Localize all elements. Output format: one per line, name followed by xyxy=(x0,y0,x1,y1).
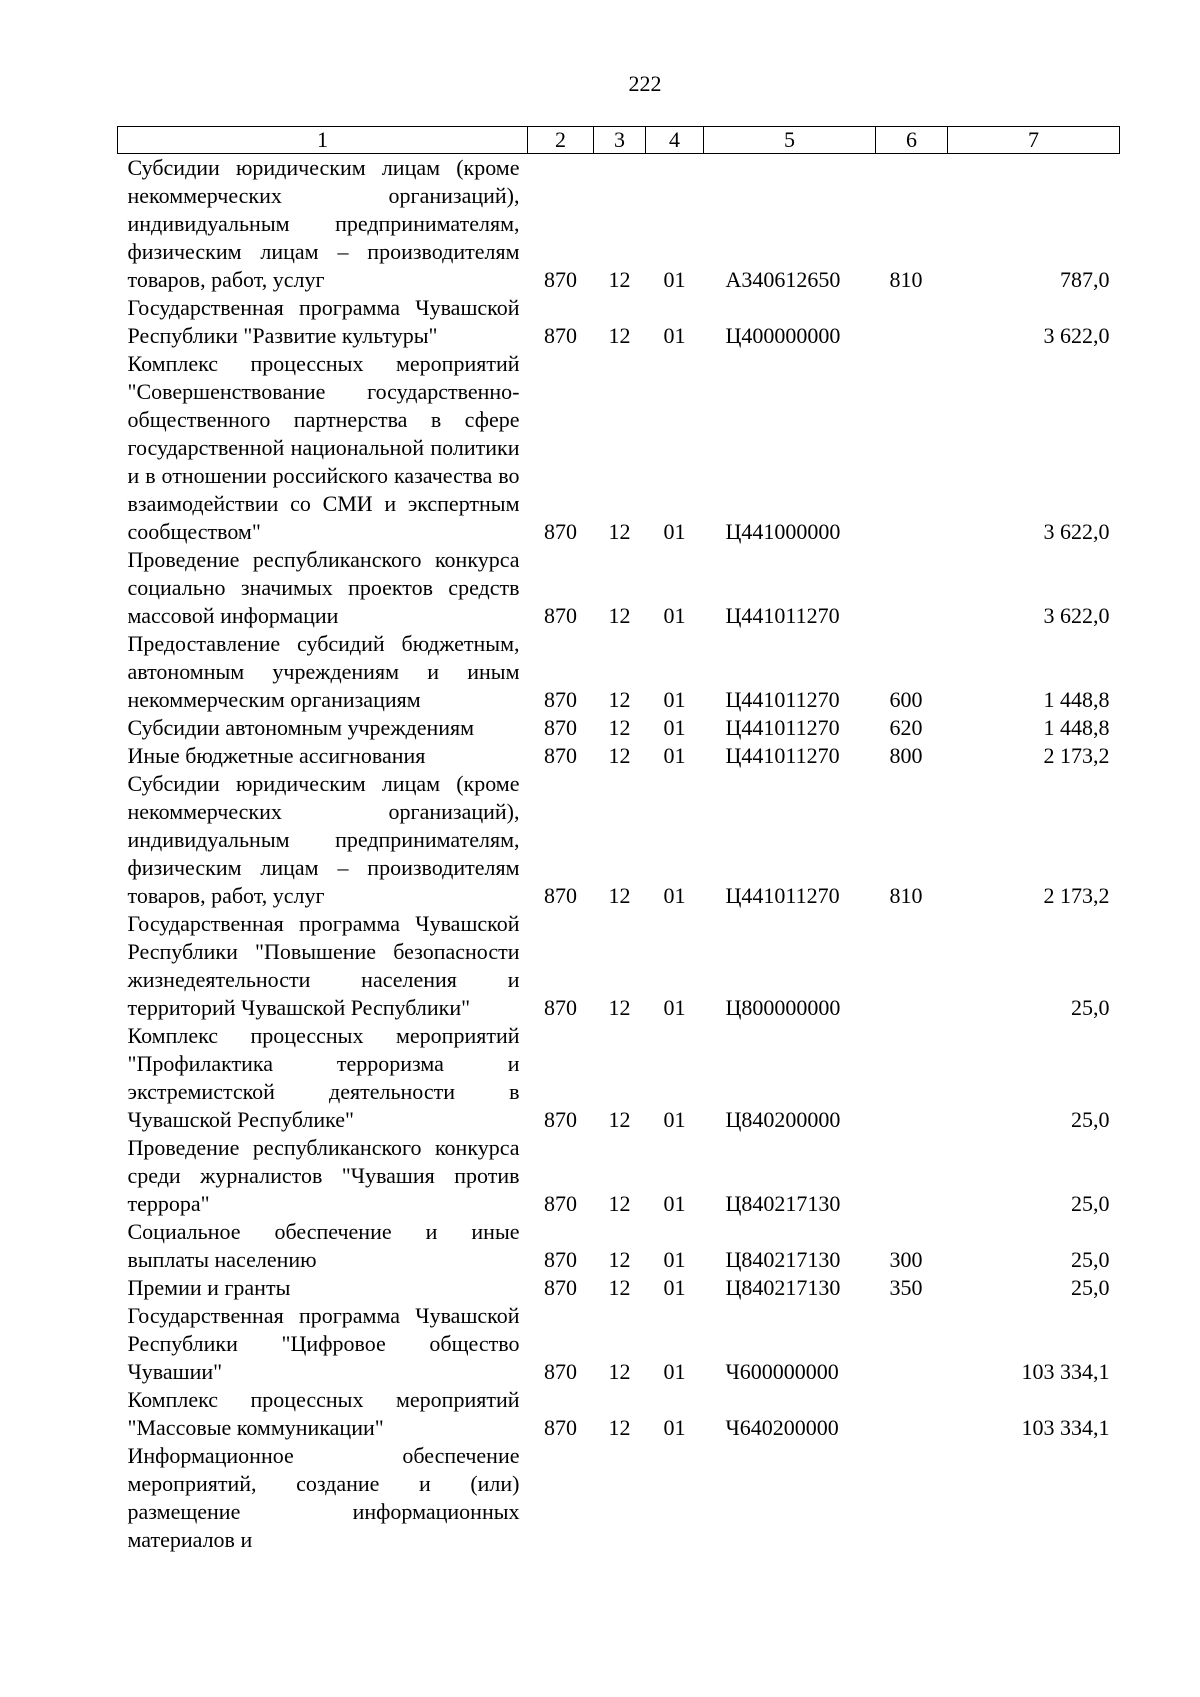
section-code: 12 xyxy=(608,743,631,768)
subsection-code: 01 xyxy=(663,687,686,712)
ministry-code: 870 xyxy=(544,1247,577,1272)
table-row xyxy=(118,1218,1120,1274)
target-article-code: Ц840217130 xyxy=(725,1247,841,1272)
amount: 2 173,2 xyxy=(1043,743,1110,768)
item-name: Комплекс процессных мероприятий "Совершенствование государственно-общественного партнерства в сфере государственной национальной политики и в отношении российского казачества во взаимодействии со СМИ и экспертным сообществом" xyxy=(127,351,520,544)
item-name: Проведение республиканского конкурса социально значимых проектов средств массовой информации xyxy=(127,547,520,628)
column-header-5: 5 xyxy=(704,127,876,154)
subsection-code: 01 xyxy=(663,1107,686,1132)
amount: 3 622,0 xyxy=(1043,603,1110,628)
target-article-code: А340612650 xyxy=(725,267,841,292)
amount: 2 173,2 xyxy=(1043,883,1110,908)
column-header-7: 7 xyxy=(948,127,1120,154)
ministry-code: 870 xyxy=(544,519,577,544)
section-code: 12 xyxy=(608,1247,631,1272)
ministry-code: 870 xyxy=(544,995,577,1020)
subsection-code: 01 xyxy=(663,603,686,628)
table-row xyxy=(118,1386,1120,1442)
subsection-code: 01 xyxy=(663,1415,686,1440)
table-row xyxy=(118,714,1120,742)
item-name: Государственная программа Чувашской Республики "Повышение безопасности жизнедеятельности населения и территорий Чувашской Республики" xyxy=(127,911,520,1020)
item-name: Государственная программа Чувашской Республики "Развитие культуры" xyxy=(127,295,520,348)
expense-kind-code xyxy=(876,1134,948,1218)
subsection-code: 01 xyxy=(663,715,686,740)
section-code: 12 xyxy=(608,1359,631,1384)
expense-kind-code: 300 xyxy=(889,1247,923,1272)
ministry-code: 870 xyxy=(544,1107,577,1132)
item-name: Социальное обеспечение и иные выплаты населению xyxy=(127,1219,520,1272)
header-row xyxy=(118,127,1120,154)
item-name: Комплекс процессных мероприятий "Профилактика терроризма и экстремистской деятельности в Чувашской Республике" xyxy=(127,1023,520,1132)
amount: 25,0 xyxy=(1071,1107,1110,1132)
item-name: Информационное обеспечение мероприятий, создание и (или) размещение информационных материалов и xyxy=(127,1443,520,1552)
amount: 103 334,1 xyxy=(1021,1415,1110,1440)
subsection-code: 01 xyxy=(663,519,686,544)
table-row xyxy=(118,1302,1120,1386)
amount: 25,0 xyxy=(1071,995,1110,1020)
table-row xyxy=(118,630,1120,714)
amount: 1 448,8 xyxy=(1043,687,1110,712)
amount: 3 622,0 xyxy=(1043,519,1110,544)
amount: 25,0 xyxy=(1071,1247,1110,1272)
target-article-code: Ц441011270 xyxy=(725,603,840,628)
item-name: Субсидии юридическим лицам (кроме некоммерческих организаций), индивидуальным предпринимателям, физическим лицам – производителям товаров, работ, услуг xyxy=(127,771,520,908)
amount: 787,0 xyxy=(1060,267,1110,292)
section-code: 12 xyxy=(608,603,631,628)
table-row xyxy=(118,742,1120,770)
table-row xyxy=(118,546,1120,630)
amount: 25,0 xyxy=(1071,1191,1110,1216)
target-article-code: Ц840217130 xyxy=(725,1275,841,1300)
ministry-code xyxy=(528,1442,594,1554)
section-code: 12 xyxy=(608,995,631,1020)
section-code: 12 xyxy=(608,267,631,292)
section-code: 12 xyxy=(608,687,631,712)
target-article-code: Ц840200000 xyxy=(725,1107,841,1132)
section-code: 12 xyxy=(608,1107,631,1132)
subsection-code: 01 xyxy=(663,323,686,348)
ministry-code: 870 xyxy=(544,715,577,740)
section-code: 12 xyxy=(608,1275,631,1300)
subsection-code: 01 xyxy=(663,743,686,768)
expense-kind-code: 810 xyxy=(889,883,923,908)
subsection-code: 01 xyxy=(663,267,686,292)
expense-kind-code: 800 xyxy=(889,743,923,768)
expense-kind-code xyxy=(876,1022,948,1134)
subsection-code: 01 xyxy=(663,1247,686,1272)
ministry-code: 870 xyxy=(544,267,577,292)
subsection-code: 01 xyxy=(663,1191,686,1216)
table-row xyxy=(118,1134,1120,1218)
page-number: 222 xyxy=(628,71,662,96)
expense-kind-code xyxy=(876,1442,948,1554)
target-article-code: Ц441011270 xyxy=(725,743,840,768)
table-row xyxy=(118,1274,1120,1302)
ministry-code: 870 xyxy=(544,1415,577,1440)
amount: 3 622,0 xyxy=(1043,323,1110,348)
subsection-code: 01 xyxy=(663,1275,686,1300)
expense-kind-code xyxy=(876,910,948,1022)
table-row xyxy=(118,350,1120,546)
table-body xyxy=(118,154,1120,1555)
item-name: Премии и гранты xyxy=(127,1275,291,1300)
expense-kind-code xyxy=(876,1302,948,1386)
section-code: 12 xyxy=(608,1415,631,1440)
item-name: Иные бюджетные ассигнования xyxy=(127,743,426,768)
amount xyxy=(948,1442,1120,1554)
budget-table xyxy=(117,126,1120,1554)
table-row xyxy=(118,154,1120,295)
item-name: Субсидии автономным учреждениям xyxy=(127,715,475,740)
table-row xyxy=(118,770,1120,910)
amount: 25,0 xyxy=(1071,1275,1110,1300)
section-code: 12 xyxy=(608,519,631,544)
section-code: 12 xyxy=(608,715,631,740)
expense-kind-code: 810 xyxy=(889,267,923,292)
expense-kind-code: 350 xyxy=(889,1275,923,1300)
item-name: Субсидии юридическим лицам (кроме некоммерческих организаций), индивидуальным предпринимателям, физическим лицам – производителям товаров, работ, услуг xyxy=(127,155,520,292)
column-header-1: 1 xyxy=(118,127,528,154)
ministry-code: 870 xyxy=(544,743,577,768)
ministry-code: 870 xyxy=(544,883,577,908)
ministry-code: 870 xyxy=(544,603,577,628)
target-article-code: Ц441011270 xyxy=(725,715,840,740)
item-name: Предоставление субсидий бюджетным, автономным учреждениям и иным некоммерческим организациям xyxy=(127,631,520,712)
ministry-code: 870 xyxy=(544,1191,577,1216)
section-code: 12 xyxy=(608,323,631,348)
expense-kind-code xyxy=(876,546,948,630)
target-article-code: Ч640200000 xyxy=(725,1415,839,1440)
target-article-code: Ц441011270 xyxy=(725,687,840,712)
target-article-code: Ц400000000 xyxy=(725,323,841,348)
item-name: Комплекс процессных мероприятий "Массовые коммуникации" xyxy=(127,1387,520,1440)
target-article-code: Ч600000000 xyxy=(725,1359,839,1384)
subsection-code: 01 xyxy=(663,1359,686,1384)
table-header xyxy=(118,127,1120,154)
section-code xyxy=(594,1442,646,1554)
item-name: Проведение республиканского конкурса среди журналистов "Чувашия против террора" xyxy=(127,1135,520,1216)
section-code: 12 xyxy=(608,1191,631,1216)
target-article-code: Ц800000000 xyxy=(725,995,841,1020)
ministry-code: 870 xyxy=(544,1275,577,1300)
table-row xyxy=(118,910,1120,1022)
expense-kind-code xyxy=(876,350,948,546)
table-row xyxy=(118,294,1120,350)
subsection-code: 01 xyxy=(663,883,686,908)
ministry-code: 870 xyxy=(544,687,577,712)
ministry-code: 870 xyxy=(544,323,577,348)
table-row xyxy=(118,1022,1120,1134)
target-article-code: Ц441000000 xyxy=(725,519,841,544)
expense-kind-code: 600 xyxy=(889,687,923,712)
subsection-code: 01 xyxy=(663,995,686,1020)
expense-kind-code xyxy=(876,294,948,350)
section-code: 12 xyxy=(608,883,631,908)
expense-kind-code xyxy=(876,1386,948,1442)
subsection-code xyxy=(646,1442,704,1554)
target-article-code: Ц441011270 xyxy=(725,883,840,908)
ministry-code: 870 xyxy=(544,1359,577,1384)
column-header-2: 2 xyxy=(528,127,594,154)
amount: 103 334,1 xyxy=(1021,1359,1110,1384)
column-header-3: 3 xyxy=(594,127,646,154)
expense-kind-code: 620 xyxy=(889,715,923,740)
target-article-code xyxy=(704,1442,876,1554)
table-row xyxy=(118,1442,1120,1554)
column-header-4: 4 xyxy=(646,127,704,154)
item-name: Государственная программа Чувашской Республики "Цифровое общество Чувашии" xyxy=(127,1303,520,1384)
target-article-code: Ц840217130 xyxy=(725,1191,841,1216)
column-header-6: 6 xyxy=(876,127,948,154)
amount: 1 448,8 xyxy=(1043,715,1110,740)
